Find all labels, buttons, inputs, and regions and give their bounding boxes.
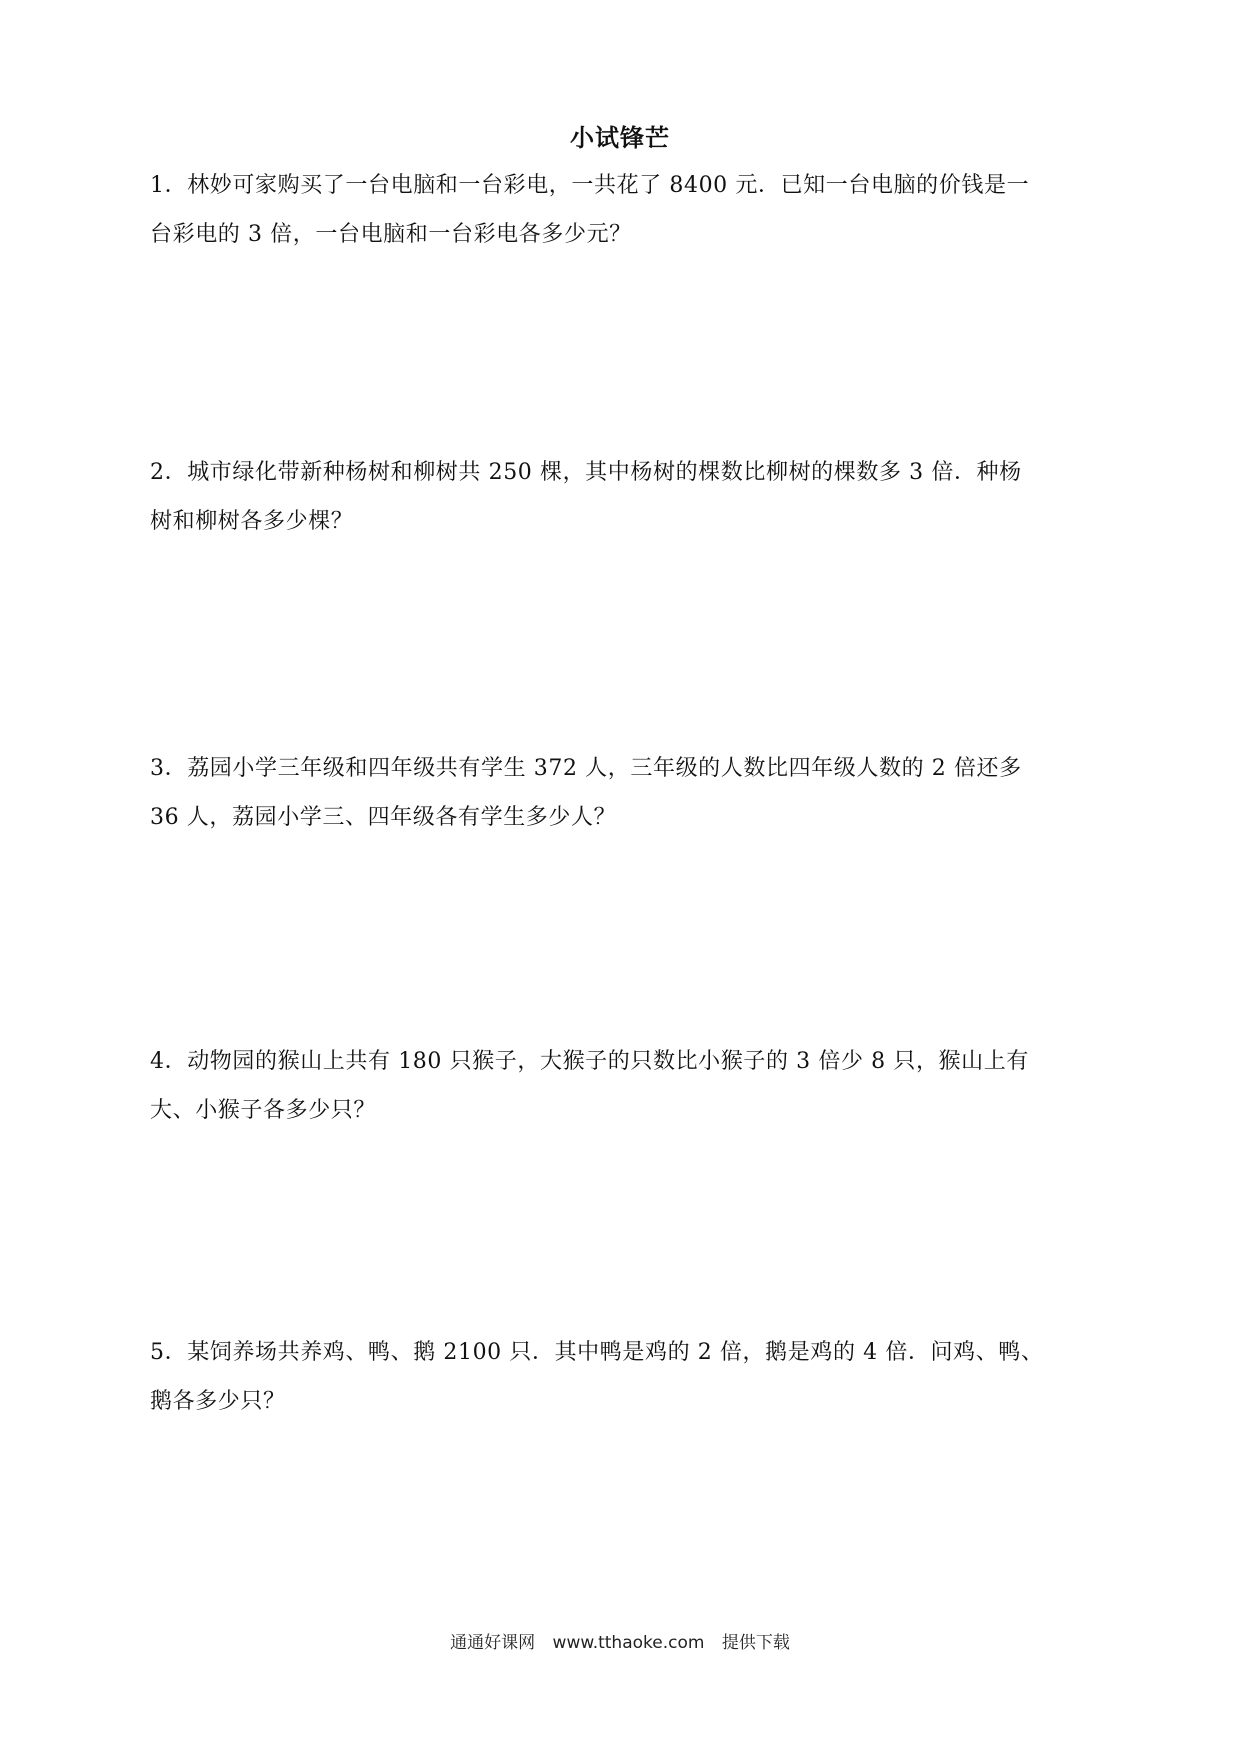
question-1-line-1: 1．林妙可家购买了一台电脑和一台彩电，一共花了 8400 元．已知一台电脑的价钱是一	[150, 173, 1030, 198]
footer-site-name: 通通好课网	[450, 1633, 536, 1653]
question-5-line-2: 鹅各多少只？	[150, 1389, 286, 1414]
question-1-line-2: 台彩电的 3 倍，一台电脑和一台彩电各多少元？	[150, 222, 632, 247]
question-2	[150, 448, 1100, 546]
question-3	[150, 744, 1100, 842]
footer-url: www.tthaoke.com	[552, 1633, 705, 1653]
page-title: 小试锋芒	[570, 124, 670, 152]
question-3-line-2: 36 人，荔园小学三、四年级各有学生多少人？	[150, 805, 617, 830]
question-4-line-1: 4．动物园的猴山上共有 180 只猴子，大猴子的只数比小猴子的 3 倍少 8 只，猴山上有	[150, 1049, 1029, 1074]
question-3-line-1: 3．荔园小学三年级和四年级共有学生 372 人，三年级的人数比四年级人数的 2 倍还多	[150, 756, 1022, 781]
question-1	[150, 161, 1100, 259]
question-2-line-2: 树和柳树各多少棵？	[150, 509, 354, 534]
question-4	[150, 1037, 1100, 1135]
footer-suffix: 提供下载	[721, 1633, 790, 1653]
page-footer	[0, 1628, 1240, 1653]
question-4-line-2: 大、小猴子各多少只？	[150, 1098, 377, 1123]
question-2-line-1: 2．城市绿化带新种杨树和柳树共 250 棵，其中杨树的棵数比柳树的棵数多 3 倍．种杨	[150, 460, 1022, 485]
question-5-line-1: 5．某饲养场共养鸡、鸭、鹅 2100 只．其中鸭是鸡的 2 倍，鹅是鸡的 4 倍．问鸡、鸭、	[150, 1340, 1044, 1365]
question-5	[150, 1328, 1100, 1426]
